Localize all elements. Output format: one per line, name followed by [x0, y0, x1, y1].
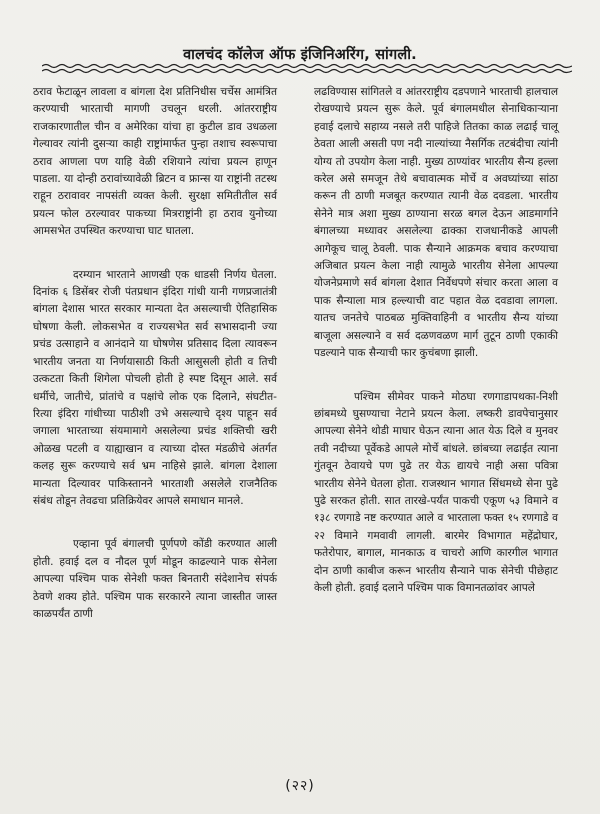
left-paragraph-3: एव्हाना पूर्व बंगालची पूर्णपणे कोंडी करण्यात आली होती. हवाई दल व नौदल पूर्ण मोडून काढल्याने पाक सेनेला आपल्या पश्चिम पाक सेनेशी फक्त बिनतारी संदेशानेच संपर्क ठेवणे शक्य होते. पश्चिम पाक सरकारने त्याना जास्तीत जास्त काळपर्यंत ठाणी [33, 538, 277, 620]
wavy-divider [42, 62, 572, 76]
right-paragraph-2: पश्चिम सीमेवर पाकने मोठघा रणगाडापथका-निशी छांबमध्ये घुसण्याचा नेटाने प्रयत्न केला. लष्करी डावपेचानुसार आपल्या सेनेने थोडी माघार घेऊन त्याना आत येऊ दिले व मुनवर तवी नदीच्या पूर्वेकडे आपले मोर्चे बांधले. छांबच्या लढाईत त्याना गुंतवून ठेवायचे पण पुढे तर येऊ द्यायचे नाही असा पवित्रा भारतीय सेनेने घेतला होता. राजस्थान भागात सिंधमध्ये सेना पुढे पुढे सरकत होती. सात तारखे-पर्यंत पाकची एकूण ५३ विमाने व १३८ रणगाडे नष्ट करण्यात आले व भारताला फक्त १५ रणगाडे व २२ विमाने गमवावी लागली. बारमेर विभागात महेंद्रोघार, फतेरोपार, बागाल, मानकाऊ व चाचरो आणि कारगील भागात दोन ठाणी काबीज करून भारतीय सैन्याने पाक सेनेची पीछेहाट केली होती. हवाई दलाने पश्चिम पाक विमानतळांवर आपले [314, 390, 558, 594]
page-number: (२२) [285, 778, 315, 794]
left-paragraph-1: ठराव फेटाळून लावला व बांगला देश प्रतिनिधीस चर्चेस आमंत्रित करण्याची भारताची मागणी उचलून धरली. आंतरराष्ट्रीय राजकारणातील चीन व अमेरिका यांचा हा कुटील डाव उधळला गेल्यावर त्यांनी दुसऱ्या काही राष्ट्रांमार्फत पुन्हा तशाच स्वरूपाचा ठराव आणला पण याहि वेळी रशियाने त्यांचा प्रयत्न हाणून पाडला. या दोन्ही ठरावांच्यावेळी ब्रिटन व फ्रान्स या राष्ट्रांनी तटस्थ राहून ठरावावर नापसंती व्यक्त केली. सुरक्षा समितीतील सर्व प्रयत्न फोल ठरल्यावर पाकच्या मित्रराष्ट्रांनी हा ठराव युनोच्या आमसभेत उपस्थित करण्याचा घाट घातला. [33, 86, 277, 238]
page-header-title: वालचंद कॉलेज ऑफ इंजिनिअरिंग, सांगली. [183, 47, 417, 63]
right-column [314, 84, 558, 597]
left-column [33, 84, 277, 623]
left-paragraph-2: दरम्यान भारताने आणखी एक धाडसी निर्णय घेतला. दिनांक ६ डिसेंबर रोजी पंतप्रधान इंदिरा गांधी यानी गणप्रजातंत्री बांगला देशास भारत सरकार मान्यता देत असल्याची ऐतिहासिक घोषणा केली. लोकसभेत व राज्यसभेत सर्व सभासदानी ज्या प्रचंड उत्साहाने व आनंदाने या घोषणेस प्रतिसाद दिला त्यावरून भारतीय जनता या निर्णयासाठी किती आसुसली होती व तिची उत्कटता किती शिगेला पोचली होती हे स्पष्ट दिसून आले. सर्व धर्मीचे, जातीचे, प्रांतांचे व पक्षांचे लोक एक दिलाने, संघटीत-रित्या इंदिरा गांधीच्या पाठीशी उभे असल्याचे दृश्य पाहून सर्व जगाला भारताच्या संयमामागे असलेल्या प्रचंड शक्तिची खरी ओळख पटली व याह्याखान व त्याच्या दोस्त मंडळीचे अंतर्गत कलह सुरू करण्याचे सर्व भ्रम नाहिसे झाले. बांगला देशाला मान्यता दिल्यावर पाकिस्तानने भारताशी असलेले राजनैतिक संबंध तोडून तेवढचा प्रतिक्रियेवर आपले समाधान मानले. [33, 268, 277, 507]
right-paragraph-1: लढविण्यास सांगितले व आंतरराष्ट्रीय दडपणाने भारताची हालचाल रोखण्याचे प्रयत्न सुरू केले. पूर्व बंगालमधील सेनाधिकाऱ्याना हवाई दलाचे सहाय्य नसले तरी पाहिजे तितका काळ लढाई चालू ठेवता आली असती पण नदी नाल्यांच्या नैसर्गिक तटबंदीचा त्यांनी योग्य तो उपयोग केला नाही. मुख्य ठाण्यांवर भारतीय सैन्य हल्ला करेल असे समजून तेथे बचावात्मक मोर्चे व अवघ्यांच्या सांठा करून ती ठाणी मजबूत करण्यात त्यानी वेळ दवडला. भारतीय सेनेने मात्र अशा मुख्य ठाण्याना सरळ बगल देऊन आडमार्गाने बंगालच्या मध्यावर असलेल्या ढाक्का राजधानीकडे आपली आगेकूच चालू ठेवली. पाक सैन्याने आक्रमक बचाव करण्याचा अजिबात प्रयत्न केला नाही त्यामुळे भारतीय सेनेला आपल्या योजनेप्रमाणे सर्व बांगला देशात निर्वेधपणे संचार करता आला व पाक सैन्याला मात्र हल्ल्याची वाट पहात वेळ दवडावा लागला. यातच जनतेचे पाठबळ मुक्तिवाहिनी व भारतीय सैन्य यांच्या बाजूला असल्याने व सर्व दळणवळण मार्ग तुटून ठाणी एकाकी पडल्याने पाक सैन्याची फार कुचंबणा झाली. [314, 86, 558, 360]
